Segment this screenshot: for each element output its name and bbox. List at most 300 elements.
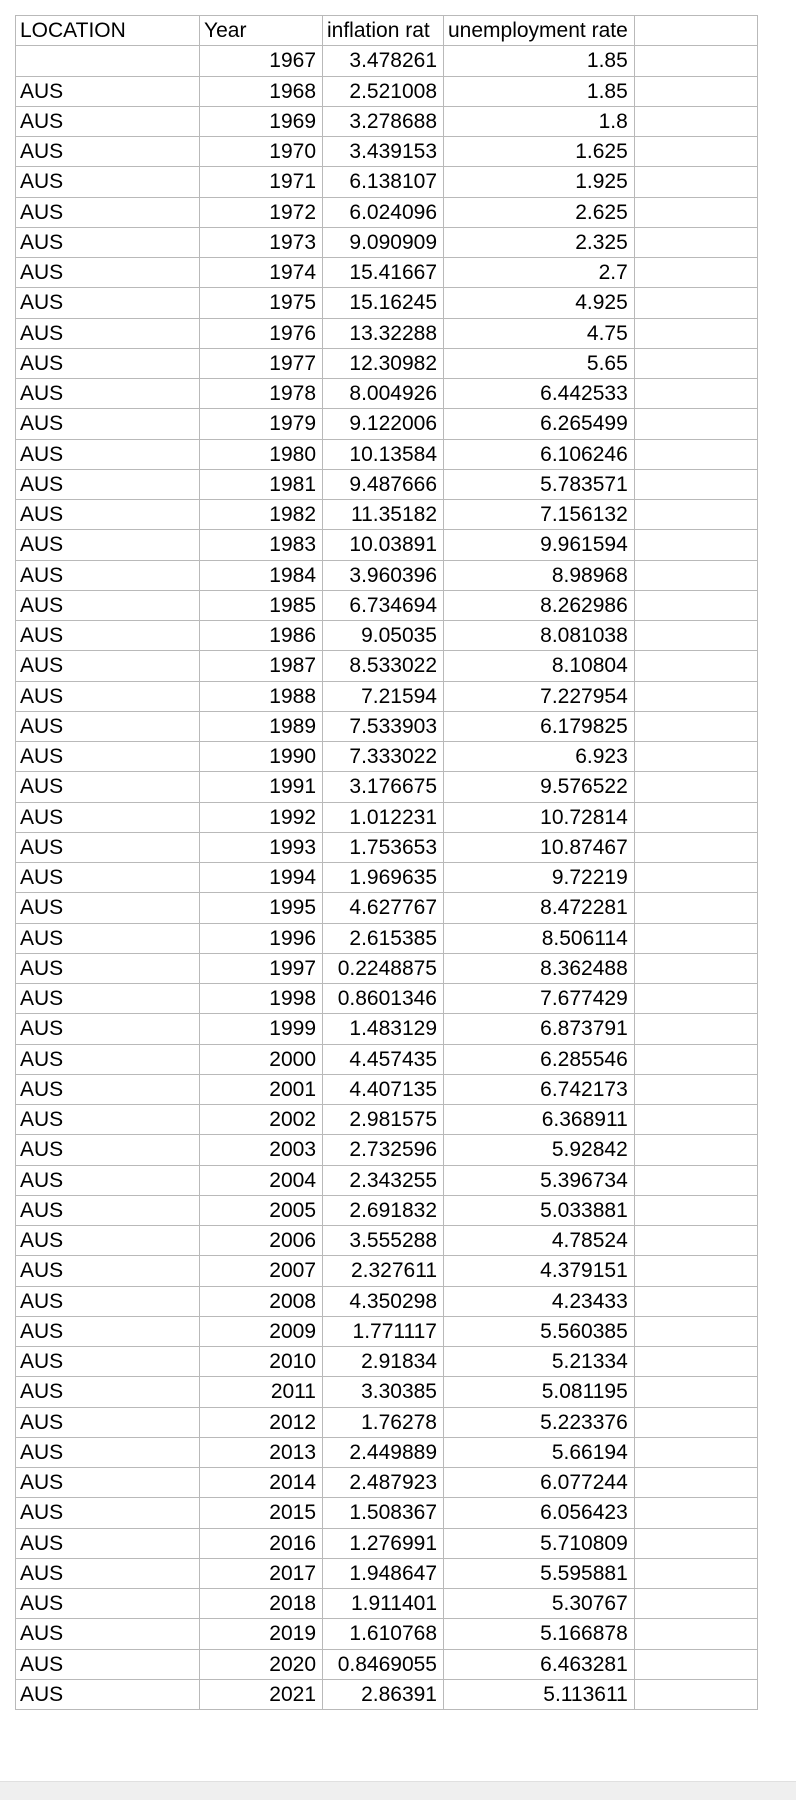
- cell-location[interactable]: AUS: [16, 258, 200, 288]
- cell-year[interactable]: 2007: [200, 1256, 323, 1286]
- cell-unemployment-rate[interactable]: 5.560385: [444, 1316, 635, 1346]
- cell-empty[interactable]: [634, 1468, 757, 1498]
- header-cell-location[interactable]: LOCATION: [16, 16, 200, 46]
- cell-inflation-rate[interactable]: 3.30385: [323, 1377, 444, 1407]
- cell-empty[interactable]: [634, 288, 757, 318]
- cell-year[interactable]: 1986: [200, 621, 323, 651]
- cell-empty[interactable]: [634, 1195, 757, 1225]
- cell-location[interactable]: AUS: [16, 1528, 200, 1558]
- cell-year[interactable]: 1983: [200, 530, 323, 560]
- cell-year[interactable]: 1968: [200, 76, 323, 106]
- cell-location[interactable]: [16, 46, 200, 76]
- cell-year[interactable]: 1993: [200, 832, 323, 862]
- cell-year[interactable]: 1977: [200, 348, 323, 378]
- cell-empty[interactable]: [634, 1226, 757, 1256]
- cell-empty[interactable]: [634, 258, 757, 288]
- cell-unemployment-rate[interactable]: 5.30767: [444, 1589, 635, 1619]
- cell-inflation-rate[interactable]: 9.05035: [323, 621, 444, 651]
- cell-inflation-rate[interactable]: 2.449889: [323, 1437, 444, 1467]
- cell-empty[interactable]: [634, 984, 757, 1014]
- table-row: [16, 469, 758, 499]
- header-cell-year[interactable]: Year: [200, 16, 323, 46]
- cell-unemployment-rate[interactable]: 8.362488: [444, 953, 635, 983]
- cell-empty[interactable]: [634, 439, 757, 469]
- cell-unemployment-rate[interactable]: 9.576522: [444, 772, 635, 802]
- header-cell-inflation-rate[interactable]: inflation rat: [323, 16, 444, 46]
- cell-year[interactable]: 1973: [200, 227, 323, 257]
- cell-empty[interactable]: [634, 1165, 757, 1195]
- cell-year[interactable]: 1976: [200, 318, 323, 348]
- cell-unemployment-rate[interactable]: 2.625: [444, 197, 635, 227]
- table-row: [16, 439, 758, 469]
- cell-empty[interactable]: [634, 318, 757, 348]
- cell-empty[interactable]: [634, 1347, 757, 1377]
- table-row: [16, 167, 758, 197]
- table-row: [16, 76, 758, 106]
- cell-year[interactable]: 2003: [200, 1135, 323, 1165]
- cell-unemployment-rate[interactable]: 6.368911: [444, 1105, 635, 1135]
- cell-year[interactable]: 1998: [200, 984, 323, 1014]
- cell-empty[interactable]: [634, 530, 757, 560]
- cell-unemployment-rate[interactable]: 5.92842: [444, 1135, 635, 1165]
- cell-year[interactable]: 2016: [200, 1528, 323, 1558]
- cell-unemployment-rate[interactable]: 5.113611: [444, 1679, 635, 1709]
- cell-location[interactable]: AUS: [16, 953, 200, 983]
- cell-unemployment-rate[interactable]: 8.262986: [444, 590, 635, 620]
- cell-location[interactable]: AUS: [16, 1468, 200, 1498]
- cell-unemployment-rate[interactable]: 4.23433: [444, 1286, 635, 1316]
- cell-inflation-rate[interactable]: 1.948647: [323, 1558, 444, 1588]
- table-row: [16, 953, 758, 983]
- cell-unemployment-rate[interactable]: 1.625: [444, 137, 635, 167]
- table-row: [16, 1226, 758, 1256]
- cell-unemployment-rate[interactable]: 9.961594: [444, 530, 635, 560]
- cell-unemployment-rate[interactable]: 7.156132: [444, 500, 635, 530]
- cell-unemployment-rate[interactable]: 5.66194: [444, 1437, 635, 1467]
- cell-unemployment-rate[interactable]: 5.783571: [444, 469, 635, 499]
- cell-year[interactable]: 2017: [200, 1558, 323, 1588]
- cell-year[interactable]: 1981: [200, 469, 323, 499]
- cell-empty[interactable]: [634, 681, 757, 711]
- cell-empty[interactable]: [634, 1044, 757, 1074]
- cell-unemployment-rate[interactable]: 6.056423: [444, 1498, 635, 1528]
- cell-empty[interactable]: [634, 1649, 757, 1679]
- cell-year[interactable]: 1997: [200, 953, 323, 983]
- cell-inflation-rate[interactable]: 8.533022: [323, 651, 444, 681]
- cell-unemployment-rate[interactable]: 1.925: [444, 167, 635, 197]
- cell-year[interactable]: 1988: [200, 681, 323, 711]
- cell-inflation-rate[interactable]: 2.86391: [323, 1679, 444, 1709]
- cell-inflation-rate[interactable]: 3.278688: [323, 106, 444, 136]
- cell-inflation-rate[interactable]: 4.457435: [323, 1044, 444, 1074]
- cell-location[interactable]: AUS: [16, 1105, 200, 1135]
- cell-inflation-rate[interactable]: 2.521008: [323, 76, 444, 106]
- cell-inflation-rate[interactable]: 3.176675: [323, 772, 444, 802]
- cell-year[interactable]: 1985: [200, 590, 323, 620]
- cell-inflation-rate[interactable]: 3.960396: [323, 560, 444, 590]
- cell-inflation-rate[interactable]: 1.483129: [323, 1014, 444, 1044]
- cell-year[interactable]: 2012: [200, 1407, 323, 1437]
- table-row: [16, 288, 758, 318]
- cell-unemployment-rate[interactable]: 6.442533: [444, 379, 635, 409]
- cell-unemployment-rate[interactable]: 5.65: [444, 348, 635, 378]
- cell-location[interactable]: AUS: [16, 1347, 200, 1377]
- cell-year[interactable]: 2008: [200, 1286, 323, 1316]
- cell-inflation-rate[interactable]: 6.734694: [323, 590, 444, 620]
- cell-year[interactable]: 1982: [200, 500, 323, 530]
- cell-location[interactable]: AUS: [16, 500, 200, 530]
- table-row: [16, 1589, 758, 1619]
- cell-unemployment-rate[interactable]: 10.87467: [444, 832, 635, 862]
- cell-empty[interactable]: [634, 106, 757, 136]
- cell-empty[interactable]: [634, 1498, 757, 1528]
- cell-location[interactable]: AUS: [16, 469, 200, 499]
- cell-inflation-rate[interactable]: 1.911401: [323, 1589, 444, 1619]
- cell-unemployment-rate[interactable]: 8.98968: [444, 560, 635, 590]
- cell-empty[interactable]: [634, 651, 757, 681]
- cell-year[interactable]: 2002: [200, 1105, 323, 1135]
- cell-unemployment-rate[interactable]: 6.265499: [444, 409, 635, 439]
- cell-year[interactable]: 2018: [200, 1589, 323, 1619]
- cell-year[interactable]: 1967: [200, 46, 323, 76]
- cell-unemployment-rate[interactable]: 5.396734: [444, 1165, 635, 1195]
- cell-location[interactable]: AUS: [16, 1074, 200, 1104]
- cell-unemployment-rate[interactable]: 6.742173: [444, 1074, 635, 1104]
- cell-inflation-rate[interactable]: 2.91834: [323, 1347, 444, 1377]
- table-row: [16, 832, 758, 862]
- cell-location[interactable]: AUS: [16, 1044, 200, 1074]
- cell-empty[interactable]: [634, 348, 757, 378]
- cell-year[interactable]: 1980: [200, 439, 323, 469]
- cell-unemployment-rate[interactable]: 5.166878: [444, 1619, 635, 1649]
- cell-unemployment-rate[interactable]: 2.7: [444, 258, 635, 288]
- cell-location[interactable]: AUS: [16, 167, 200, 197]
- cell-inflation-rate[interactable]: 1.76278: [323, 1407, 444, 1437]
- cell-location[interactable]: AUS: [16, 772, 200, 802]
- cell-unemployment-rate[interactable]: 1.85: [444, 76, 635, 106]
- cell-inflation-rate[interactable]: 3.555288: [323, 1226, 444, 1256]
- cell-inflation-rate[interactable]: 2.343255: [323, 1165, 444, 1195]
- cell-empty[interactable]: [634, 711, 757, 741]
- cell-inflation-rate[interactable]: 2.327611: [323, 1256, 444, 1286]
- cell-unemployment-rate[interactable]: 5.033881: [444, 1195, 635, 1225]
- cell-location[interactable]: AUS: [16, 439, 200, 469]
- cell-empty[interactable]: [634, 1074, 757, 1104]
- cell-empty[interactable]: [634, 1377, 757, 1407]
- cell-location[interactable]: AUS: [16, 379, 200, 409]
- cell-unemployment-rate[interactable]: 7.677429: [444, 984, 635, 1014]
- cell-location[interactable]: AUS: [16, 1014, 200, 1044]
- table-row: [16, 1286, 758, 1316]
- cell-year[interactable]: 1990: [200, 742, 323, 772]
- cell-location[interactable]: AUS: [16, 318, 200, 348]
- cell-location[interactable]: AUS: [16, 832, 200, 862]
- cell-location[interactable]: AUS: [16, 409, 200, 439]
- cell-year[interactable]: 1987: [200, 651, 323, 681]
- cell-empty[interactable]: [634, 137, 757, 167]
- cell-empty[interactable]: [634, 772, 757, 802]
- cell-location[interactable]: AUS: [16, 288, 200, 318]
- cell-inflation-rate[interactable]: 9.122006: [323, 409, 444, 439]
- cell-empty[interactable]: [634, 1589, 757, 1619]
- cell-inflation-rate[interactable]: 10.03891: [323, 530, 444, 560]
- cell-empty[interactable]: [634, 76, 757, 106]
- cell-year[interactable]: 2006: [200, 1226, 323, 1256]
- cell-location[interactable]: AUS: [16, 137, 200, 167]
- header-cell-unemployment-rate[interactable]: unemployment rate: [444, 16, 635, 46]
- cell-unemployment-rate[interactable]: 1.85: [444, 46, 635, 76]
- table-row: [16, 802, 758, 832]
- cell-inflation-rate[interactable]: 1.771117: [323, 1316, 444, 1346]
- cell-year[interactable]: 2014: [200, 1468, 323, 1498]
- cell-empty[interactable]: [634, 863, 757, 893]
- cell-inflation-rate[interactable]: 9.090909: [323, 227, 444, 257]
- cell-inflation-rate[interactable]: 13.32288: [323, 318, 444, 348]
- cell-empty[interactable]: [634, 590, 757, 620]
- spreadsheet-body: [16, 16, 758, 1710]
- cell-year[interactable]: 2020: [200, 1649, 323, 1679]
- table-row: [16, 1347, 758, 1377]
- cell-empty[interactable]: [634, 409, 757, 439]
- cell-location[interactable]: AUS: [16, 76, 200, 106]
- cell-inflation-rate[interactable]: 9.487666: [323, 469, 444, 499]
- cell-inflation-rate[interactable]: 2.981575: [323, 1105, 444, 1135]
- cell-empty[interactable]: [634, 1437, 757, 1467]
- cell-location[interactable]: AUS: [16, 742, 200, 772]
- cell-inflation-rate[interactable]: 11.35182: [323, 500, 444, 530]
- cell-unemployment-rate[interactable]: 5.223376: [444, 1407, 635, 1437]
- cell-location[interactable]: AUS: [16, 1286, 200, 1316]
- cell-location[interactable]: AUS: [16, 197, 200, 227]
- cell-unemployment-rate[interactable]: 8.10804: [444, 651, 635, 681]
- cell-empty[interactable]: [634, 1286, 757, 1316]
- cell-unemployment-rate[interactable]: 8.506114: [444, 923, 635, 953]
- cell-unemployment-rate[interactable]: 8.081038: [444, 621, 635, 651]
- cell-empty[interactable]: [634, 1407, 757, 1437]
- cell-empty[interactable]: [634, 1619, 757, 1649]
- cell-location[interactable]: AUS: [16, 1165, 200, 1195]
- cell-empty[interactable]: [634, 1528, 757, 1558]
- cell-inflation-rate[interactable]: 7.533903: [323, 711, 444, 741]
- cell-empty[interactable]: [634, 1135, 757, 1165]
- cell-year[interactable]: 2013: [200, 1437, 323, 1467]
- cell-year[interactable]: 1995: [200, 893, 323, 923]
- cell-year[interactable]: 1999: [200, 1014, 323, 1044]
- cell-year[interactable]: 2019: [200, 1619, 323, 1649]
- cell-location[interactable]: AUS: [16, 106, 200, 136]
- cell-year[interactable]: 2004: [200, 1165, 323, 1195]
- cell-location[interactable]: AUS: [16, 1589, 200, 1619]
- cell-year[interactable]: 1989: [200, 711, 323, 741]
- cell-empty[interactable]: [634, 500, 757, 530]
- cell-inflation-rate[interactable]: 1.969635: [323, 863, 444, 893]
- cell-year[interactable]: 1974: [200, 258, 323, 288]
- cell-inflation-rate[interactable]: 10.13584: [323, 439, 444, 469]
- cell-unemployment-rate[interactable]: 6.077244: [444, 1468, 635, 1498]
- table-row: [16, 651, 758, 681]
- cell-location[interactable]: AUS: [16, 348, 200, 378]
- cell-empty[interactable]: [634, 953, 757, 983]
- cell-empty[interactable]: [634, 1105, 757, 1135]
- table-row: [16, 137, 758, 167]
- cell-location[interactable]: AUS: [16, 1316, 200, 1346]
- cell-unemployment-rate[interactable]: 10.72814: [444, 802, 635, 832]
- cell-inflation-rate[interactable]: 1.276991: [323, 1528, 444, 1558]
- cell-year[interactable]: 1978: [200, 379, 323, 409]
- table-row: [16, 590, 758, 620]
- cell-inflation-rate[interactable]: 1.508367: [323, 1498, 444, 1528]
- cell-unemployment-rate[interactable]: 5.595881: [444, 1558, 635, 1588]
- cell-unemployment-rate[interactable]: 4.75: [444, 318, 635, 348]
- cell-inflation-rate[interactable]: 1.610768: [323, 1619, 444, 1649]
- cell-unemployment-rate[interactable]: 5.710809: [444, 1528, 635, 1558]
- cell-location[interactable]: AUS: [16, 802, 200, 832]
- cell-year[interactable]: 1969: [200, 106, 323, 136]
- cell-year[interactable]: 2015: [200, 1498, 323, 1528]
- cell-empty[interactable]: [634, 893, 757, 923]
- cell-empty[interactable]: [634, 1256, 757, 1286]
- cell-location[interactable]: AUS: [16, 651, 200, 681]
- cell-inflation-rate[interactable]: 2.691832: [323, 1195, 444, 1225]
- cell-empty[interactable]: [634, 379, 757, 409]
- cell-inflation-rate[interactable]: 2.487923: [323, 1468, 444, 1498]
- cell-location[interactable]: AUS: [16, 893, 200, 923]
- cell-empty[interactable]: [634, 46, 757, 76]
- cell-empty[interactable]: [634, 923, 757, 953]
- cell-year[interactable]: 2009: [200, 1316, 323, 1346]
- cell-empty[interactable]: [634, 1558, 757, 1588]
- cell-location[interactable]: AUS: [16, 1498, 200, 1528]
- cell-empty[interactable]: [634, 621, 757, 651]
- cell-location[interactable]: AUS: [16, 1649, 200, 1679]
- cell-empty[interactable]: [634, 802, 757, 832]
- cell-year[interactable]: 1992: [200, 802, 323, 832]
- cell-inflation-rate[interactable]: 0.8601346: [323, 984, 444, 1014]
- cell-location[interactable]: AUS: [16, 984, 200, 1014]
- cell-unemployment-rate[interactable]: 9.72219: [444, 863, 635, 893]
- cell-location[interactable]: AUS: [16, 1226, 200, 1256]
- cell-location[interactable]: AUS: [16, 590, 200, 620]
- cell-unemployment-rate[interactable]: 6.923: [444, 742, 635, 772]
- cell-year[interactable]: 1972: [200, 197, 323, 227]
- cell-inflation-rate[interactable]: 7.333022: [323, 742, 444, 772]
- cell-unemployment-rate[interactable]: 8.472281: [444, 893, 635, 923]
- cell-location[interactable]: AUS: [16, 1407, 200, 1437]
- cell-empty[interactable]: [634, 1679, 757, 1709]
- cell-unemployment-rate[interactable]: 7.227954: [444, 681, 635, 711]
- cell-inflation-rate[interactable]: 3.439153: [323, 137, 444, 167]
- cell-empty[interactable]: [634, 197, 757, 227]
- cell-year[interactable]: 1984: [200, 560, 323, 590]
- cell-year[interactable]: 1991: [200, 772, 323, 802]
- cell-empty[interactable]: [634, 560, 757, 590]
- cell-inflation-rate[interactable]: 2.732596: [323, 1135, 444, 1165]
- cell-location[interactable]: AUS: [16, 1437, 200, 1467]
- cell-empty[interactable]: [634, 742, 757, 772]
- cell-inflation-rate[interactable]: 15.41667: [323, 258, 444, 288]
- cell-year[interactable]: 1970: [200, 137, 323, 167]
- cell-unemployment-rate[interactable]: 5.21334: [444, 1347, 635, 1377]
- cell-inflation-rate[interactable]: 15.16245: [323, 288, 444, 318]
- cell-unemployment-rate[interactable]: 4.379151: [444, 1256, 635, 1286]
- cell-empty[interactable]: [634, 1014, 757, 1044]
- cell-unemployment-rate[interactable]: 6.873791: [444, 1014, 635, 1044]
- cell-inflation-rate[interactable]: 1.753653: [323, 832, 444, 862]
- cell-location[interactable]: AUS: [16, 1256, 200, 1286]
- cell-location[interactable]: AUS: [16, 1679, 200, 1709]
- cell-inflation-rate[interactable]: 6.138107: [323, 167, 444, 197]
- cell-empty[interactable]: [634, 832, 757, 862]
- cell-year[interactable]: 2005: [200, 1195, 323, 1225]
- cell-inflation-rate[interactable]: 12.30982: [323, 348, 444, 378]
- cell-unemployment-rate[interactable]: 6.285546: [444, 1044, 635, 1074]
- cell-inflation-rate[interactable]: 2.615385: [323, 923, 444, 953]
- cell-location[interactable]: AUS: [16, 1195, 200, 1225]
- cell-inflation-rate[interactable]: 4.350298: [323, 1286, 444, 1316]
- cell-location[interactable]: AUS: [16, 621, 200, 651]
- cell-inflation-rate[interactable]: 7.21594: [323, 681, 444, 711]
- cell-unemployment-rate[interactable]: 5.081195: [444, 1377, 635, 1407]
- table-row: [16, 1135, 758, 1165]
- cell-location[interactable]: AUS: [16, 681, 200, 711]
- header-cell-empty[interactable]: [634, 16, 757, 46]
- cell-inflation-rate[interactable]: 3.478261: [323, 46, 444, 76]
- cell-year[interactable]: 1971: [200, 167, 323, 197]
- cell-year[interactable]: 2000: [200, 1044, 323, 1074]
- cell-inflation-rate[interactable]: 0.8469055: [323, 1649, 444, 1679]
- cell-inflation-rate[interactable]: 0.2248875: [323, 953, 444, 983]
- cell-year[interactable]: 1996: [200, 923, 323, 953]
- cell-year[interactable]: 1979: [200, 409, 323, 439]
- table-row: [16, 379, 758, 409]
- cell-inflation-rate[interactable]: 4.627767: [323, 893, 444, 923]
- cell-location[interactable]: AUS: [16, 711, 200, 741]
- cell-unemployment-rate[interactable]: 2.325: [444, 227, 635, 257]
- cell-inflation-rate[interactable]: 4.407135: [323, 1074, 444, 1104]
- cell-location[interactable]: AUS: [16, 560, 200, 590]
- cell-year[interactable]: 1975: [200, 288, 323, 318]
- cell-unemployment-rate[interactable]: 6.106246: [444, 439, 635, 469]
- cell-empty[interactable]: [634, 469, 757, 499]
- cell-year[interactable]: 2011: [200, 1377, 323, 1407]
- cell-year[interactable]: 2001: [200, 1074, 323, 1104]
- cell-empty[interactable]: [634, 167, 757, 197]
- header-row: [16, 16, 758, 46]
- cell-inflation-rate[interactable]: 6.024096: [323, 197, 444, 227]
- cell-unemployment-rate[interactable]: 6.179825: [444, 711, 635, 741]
- cell-unemployment-rate[interactable]: 4.925: [444, 288, 635, 318]
- cell-inflation-rate[interactable]: 1.012231: [323, 802, 444, 832]
- cell-unemployment-rate[interactable]: 6.463281: [444, 1649, 635, 1679]
- cell-year[interactable]: 2010: [200, 1347, 323, 1377]
- cell-inflation-rate[interactable]: 8.004926: [323, 379, 444, 409]
- cell-empty[interactable]: [634, 227, 757, 257]
- cell-location[interactable]: AUS: [16, 1619, 200, 1649]
- cell-unemployment-rate[interactable]: 1.8: [444, 106, 635, 136]
- cell-year[interactable]: 1994: [200, 863, 323, 893]
- cell-location[interactable]: AUS: [16, 1377, 200, 1407]
- cell-location[interactable]: AUS: [16, 530, 200, 560]
- cell-unemployment-rate[interactable]: 4.78524: [444, 1226, 635, 1256]
- cell-location[interactable]: AUS: [16, 863, 200, 893]
- cell-empty[interactable]: [634, 1316, 757, 1346]
- cell-location[interactable]: AUS: [16, 227, 200, 257]
- cell-location[interactable]: AUS: [16, 923, 200, 953]
- cell-location[interactable]: AUS: [16, 1135, 200, 1165]
- table-row: [16, 923, 758, 953]
- cell-location[interactable]: AUS: [16, 1558, 200, 1588]
- cell-year[interactable]: 2021: [200, 1679, 323, 1709]
